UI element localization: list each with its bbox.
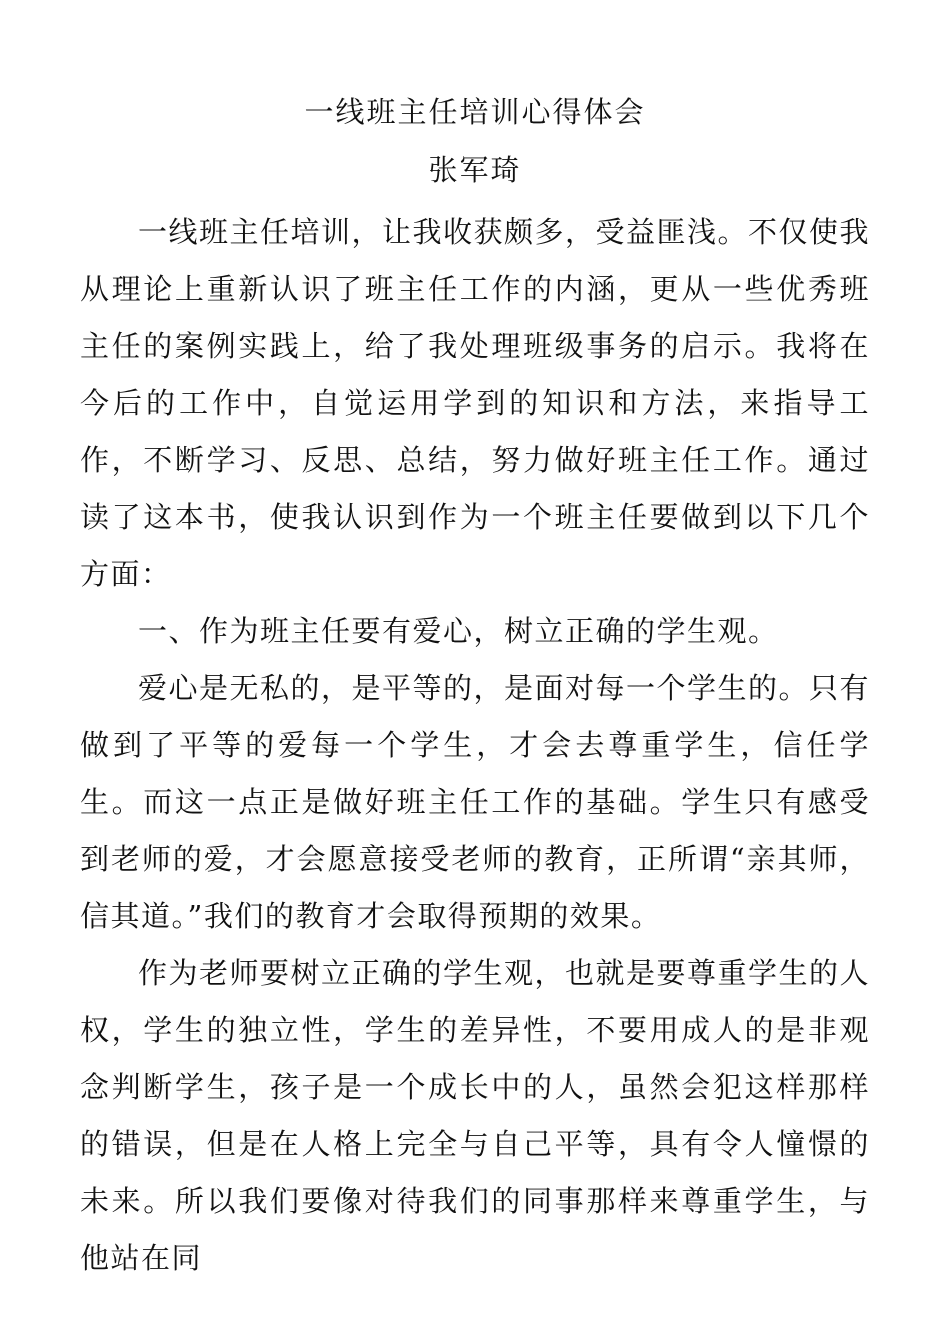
document-body xyxy=(80,204,870,1287)
paragraph-intro: 一线班主任培训，让我收获颇多，受益匪浅。不仅使我从理论上重新认识了班主任工作的内涵，更从一些优秀班主任的案例实践上，给了我处理班级事务的启示。我将在今后的工作中，自觉运用学到的知识和方法，来指导工作，不断学习、反思、总结，努力做好班主任工作。通过读了这本书，使我认识到作为一个班主任要做到以下几个方面： xyxy=(80,215,871,591)
document-author: 张军琦 xyxy=(428,153,522,187)
paragraph-section-heading: 一、作为班主任要有爱心，树立正确的学生观。 xyxy=(138,614,779,648)
paragraph-student-view: 作为老师要树立正确的学生观，也就是要尊重学生的人权，学生的独立性，学生的差异性，不要用成人的是非观念判断学生，孩子是一个成长中的人，虽然会犯这样那样的错误，但是在人格上完全与自己平等，具有令人憧憬的未来。所以我们要像对待我们的同事那样来尊重学生，与他站在同 xyxy=(80,956,871,1275)
paragraph-love: 爱心是无私的，是平等的，是面对每一个学生的。只有做到了平等的爱每一个学生，才会去尊重学生，信任学生。而这一点正是做好班主任工作的基础。学生只有感受到老师的爱，才会愿意接受老师的教育，正所谓“亲其师，信其道。”我们的教育才会取得预期的效果。 xyxy=(80,671,871,933)
document-title: 一线班主任培训心得体会 xyxy=(304,95,646,129)
